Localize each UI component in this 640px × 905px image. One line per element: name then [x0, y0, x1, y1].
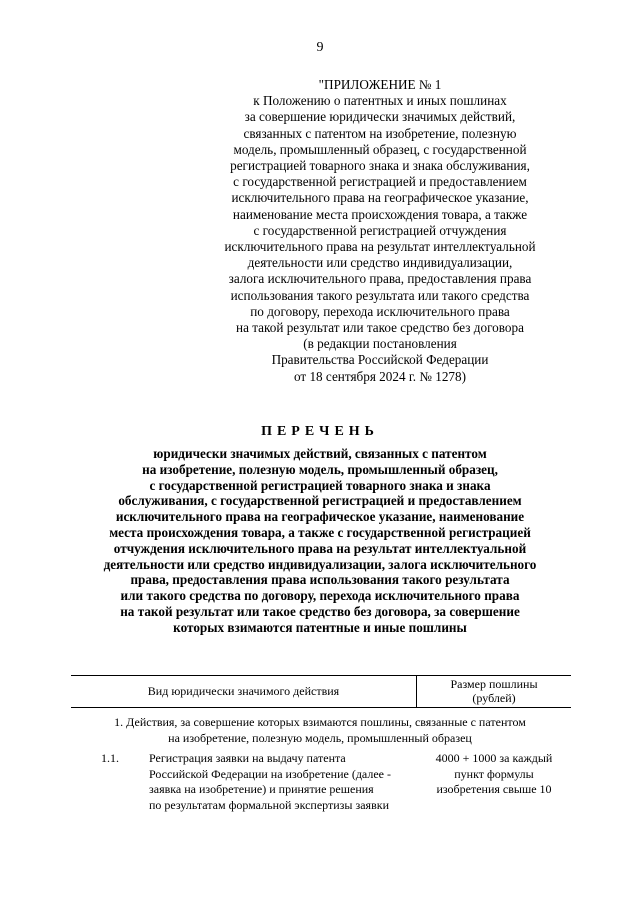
subtitle-line: на изобретение, полезную модель, промышленный образец,: [142, 461, 498, 477]
appendix-line: с государственной регистрацией и предоставлением: [233, 174, 527, 190]
appendix-line: Правительства Российской Федерации: [271, 352, 489, 368]
row-desc-line: заявка на изобретение) и принятие решения: [149, 782, 374, 796]
header-action: Вид юридически значимого действия: [71, 676, 417, 707]
row-desc-line: по результатам формальной экспертизы заявки: [149, 797, 389, 812]
appendix-line: с государственной регистрацией отчуждения: [253, 222, 507, 238]
row-fee: [417, 751, 571, 798]
appendix-line: исключительного права на результат интеллектуальной: [224, 239, 536, 255]
appendix-line: модель, промышленный образец, с государственной: [233, 141, 527, 157]
list-subtitle: [60, 446, 580, 636]
appendix-line: "ПРИЛОЖЕНИЕ № 1: [318, 77, 442, 92]
header-fee: [417, 676, 571, 705]
appendix-line: связанных с патентом на изобретение, полезную: [243, 125, 517, 141]
subtitle-line: на такой результат или такое средство без договора, за совершение: [120, 603, 520, 619]
row-fee-line: пункт формулы: [454, 766, 534, 781]
appendix-line: деятельности или средство индивидуализации,: [247, 255, 513, 271]
appendix-line: к Положению о патентных и иных пошлинах: [253, 93, 507, 109]
appendix-line: на такой результат или такое средство без договора: [236, 320, 524, 336]
section-line: на изобретение, полезную модель, промышленный образец: [168, 731, 472, 745]
appendix-line: регистрацией товарного знака и знака обслуживания,: [230, 158, 530, 174]
appendix-line: по договору, перехода исключительного права: [250, 303, 510, 319]
appendix-line: залога исключительного права, предоставления права: [228, 271, 532, 287]
appendix-line: использования такого результата или такого средства: [230, 287, 530, 303]
subtitle-line: обслуживания, с государственной регистрацией и предоставлением: [118, 493, 522, 509]
row-fee-line: изобретения свыше 10: [436, 782, 552, 796]
subtitle-line: права, предоставления права использования такого результата: [130, 572, 510, 588]
row-desc-line: Регистрация заявки на выдачу патента: [149, 751, 346, 765]
appendix-line: (в редакции постановления: [303, 336, 457, 352]
row-fee-line: 4000 + 1000 за каждый: [435, 751, 553, 765]
row-desc-line: Российской Федерации на изобретение (далее -: [149, 766, 391, 781]
appendix-header: [200, 77, 560, 385]
header-fee-line: Размер пошлины: [450, 677, 538, 691]
subtitle-line: деятельности или средство индивидуализации, залога исключительного: [103, 556, 537, 572]
header-fee-line: (рублей): [472, 691, 516, 705]
subtitle-line: или такого средства по договору, перехода исключительного права: [120, 588, 520, 604]
table-header-row: [71, 675, 571, 708]
fees-table: [71, 675, 571, 708]
list-title: ПЕРЕЧЕНЬ: [261, 424, 379, 439]
subtitle-line: места происхождения товара, а также с государственной регистрацией: [109, 524, 531, 540]
subtitle-line: которых взимаются патентные и иные пошлины: [173, 619, 467, 635]
row-description: [149, 751, 419, 813]
appendix-line: от 18 сентября 2024 г. № 1278): [293, 368, 467, 384]
appendix-line: наименование места происхождения товара, а также: [232, 206, 528, 222]
subtitle-line: с государственной регистрацией товарного знака и знака: [149, 477, 491, 493]
row-number: 1.1.: [101, 751, 119, 765]
appendix-line: за совершение юридически значимых действий,: [244, 109, 516, 125]
subtitle-line: отчуждения исключительного права на результат интеллектуальной: [113, 540, 527, 556]
section-line: 1. Действия, за совершение которых взимаются пошлины, связанные с патентом: [114, 715, 526, 729]
subtitle-line: юридически значимых действий, связанных с патентом: [153, 446, 487, 461]
page-number: 9: [316, 40, 324, 55]
appendix-line: исключительного права на географическое указание,: [231, 190, 529, 206]
subtitle-line: исключительного права на географическое указание, наименование: [115, 509, 525, 525]
section-heading: [60, 714, 580, 746]
